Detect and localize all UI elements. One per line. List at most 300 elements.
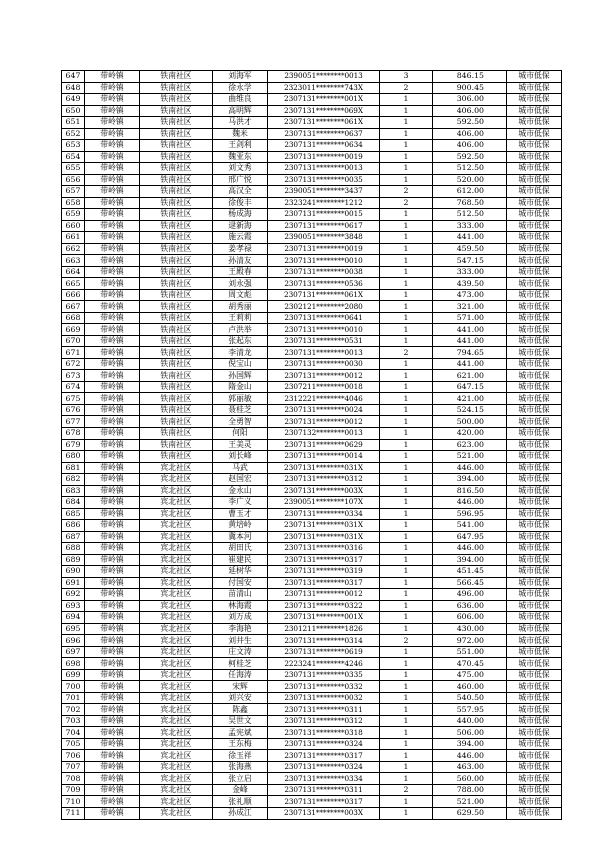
person-name-cell: 胡秀丽 — [213, 301, 268, 313]
relief-type-cell: 城市低保 — [507, 243, 562, 255]
town-cell: 带岭镇 — [85, 439, 140, 451]
person-name-cell: 金峰 — [213, 784, 268, 796]
town-cell: 带岭镇 — [85, 462, 140, 474]
id-number-cell: 2307131********0019 — [268, 151, 380, 163]
table-row — [62, 324, 562, 336]
community-cell: 铁南社区 — [140, 163, 213, 175]
table-row — [62, 462, 562, 474]
table-row — [62, 554, 562, 566]
table-row — [62, 117, 562, 129]
community-cell: 铁南社区 — [140, 370, 213, 382]
person-name-cell: 全勇智 — [213, 416, 268, 428]
person-name-cell: 王殿春 — [213, 266, 268, 278]
id-number-cell: 2307131********0318 — [268, 727, 380, 739]
person-name-cell: 黄培岭 — [213, 520, 268, 532]
amount-cell: 306.00 — [433, 94, 507, 106]
row-number-cell: 676 — [62, 404, 85, 416]
table-row — [62, 750, 562, 762]
relief-type-cell: 城市低保 — [507, 232, 562, 244]
row-number-cell: 670 — [62, 335, 85, 347]
table-row — [62, 335, 562, 347]
row-number-cell: 675 — [62, 393, 85, 405]
person-name-cell: 赵国宏 — [213, 474, 268, 486]
id-number-cell: 2307131********0617 — [268, 220, 380, 232]
town-cell: 带岭镇 — [85, 220, 140, 232]
household-count-cell: 1 — [380, 761, 433, 773]
town-cell: 带岭镇 — [85, 301, 140, 313]
relief-type-cell: 城市低保 — [507, 612, 562, 624]
table-row — [62, 612, 562, 624]
relief-type-cell: 城市低保 — [507, 508, 562, 520]
table-row — [62, 727, 562, 739]
person-name-cell: 崔建民 — [213, 554, 268, 566]
relief-type-cell: 城市低保 — [507, 681, 562, 693]
person-name-cell: 杨成海 — [213, 209, 268, 221]
town-cell: 带岭镇 — [85, 577, 140, 589]
community-cell: 宾北社区 — [140, 600, 213, 612]
amount-cell: 557.95 — [433, 704, 507, 716]
id-number-cell: 2307131********0030 — [268, 358, 380, 370]
row-number-cell: 695 — [62, 623, 85, 635]
relief-type-cell: 城市低保 — [507, 358, 562, 370]
row-number-cell: 688 — [62, 543, 85, 555]
amount-cell: 333.00 — [433, 220, 507, 232]
table-row — [62, 589, 562, 601]
town-cell: 带岭镇 — [85, 485, 140, 497]
household-count-cell: 1 — [380, 370, 433, 382]
town-cell: 带岭镇 — [85, 174, 140, 186]
table-row — [62, 577, 562, 589]
id-number-cell: 2223241********4246 — [268, 658, 380, 670]
relief-type-cell: 城市低保 — [507, 462, 562, 474]
town-cell: 带岭镇 — [85, 324, 140, 336]
row-number-cell: 674 — [62, 381, 85, 393]
person-name-cell: 魏亚东 — [213, 151, 268, 163]
amount-cell: 333.00 — [433, 266, 507, 278]
town-cell: 带岭镇 — [85, 589, 140, 601]
town-cell: 带岭镇 — [85, 358, 140, 370]
community-cell: 宾北社区 — [140, 623, 213, 635]
relief-type-cell: 城市低保 — [507, 589, 562, 601]
community-cell: 宾北社区 — [140, 612, 213, 624]
table-row — [62, 243, 562, 255]
town-cell: 带岭镇 — [85, 71, 140, 83]
id-number-cell: 2307131********0317 — [268, 554, 380, 566]
row-number-cell: 680 — [62, 451, 85, 463]
id-number-cell: 2307131********0013 — [268, 347, 380, 359]
town-cell: 带岭镇 — [85, 266, 140, 278]
id-number-cell: 2307131********0012 — [268, 416, 380, 428]
town-cell: 带岭镇 — [85, 416, 140, 428]
person-name-cell: 张礼顺 — [213, 796, 268, 808]
town-cell: 带岭镇 — [85, 105, 140, 117]
id-number-cell: 2307131********0619 — [268, 646, 380, 658]
community-cell: 铁南社区 — [140, 151, 213, 163]
person-name-cell: 孙国辉 — [213, 370, 268, 382]
person-name-cell: 王剑利 — [213, 140, 268, 152]
id-number-cell: 2302121********2080 — [268, 301, 380, 313]
household-count-cell: 1 — [380, 324, 433, 336]
community-cell: 宾北社区 — [140, 761, 213, 773]
person-name-cell: 孙成江 — [213, 808, 268, 820]
community-cell: 宾北社区 — [140, 462, 213, 474]
row-number-cell: 661 — [62, 232, 85, 244]
id-number-cell: 2307131********0317 — [268, 750, 380, 762]
household-count-cell: 1 — [380, 669, 433, 681]
town-cell: 带岭镇 — [85, 243, 140, 255]
row-number-cell: 700 — [62, 681, 85, 693]
relief-type-cell: 城市低保 — [507, 554, 562, 566]
id-number-cell: 2307131********0032 — [268, 692, 380, 704]
household-count-cell: 1 — [380, 658, 433, 670]
town-cell: 带岭镇 — [85, 784, 140, 796]
household-count-cell: 1 — [380, 612, 433, 624]
household-count-cell: 1 — [380, 266, 433, 278]
id-number-cell: 2307131********0012 — [268, 589, 380, 601]
household-count-cell: 1 — [380, 589, 433, 601]
id-number-cell: 2307131********0319 — [268, 566, 380, 578]
town-cell: 带岭镇 — [85, 612, 140, 624]
id-number-cell: 2307131********0334 — [268, 773, 380, 785]
table-row — [62, 94, 562, 106]
person-name-cell: 吴世文 — [213, 715, 268, 727]
town-cell: 带岭镇 — [85, 370, 140, 382]
household-count-cell: 1 — [380, 600, 433, 612]
person-name-cell: 刘长峰 — [213, 451, 268, 463]
table-row — [62, 531, 562, 543]
row-number-cell: 683 — [62, 485, 85, 497]
person-name-cell: 刘万成 — [213, 612, 268, 624]
relief-type-cell: 城市低保 — [507, 312, 562, 324]
community-cell: 铁南社区 — [140, 439, 213, 451]
person-name-cell: 马洪才 — [213, 117, 268, 129]
id-number-cell: 2307131********0335 — [268, 669, 380, 681]
person-name-cell: 卢洪举 — [213, 324, 268, 336]
town-cell: 带岭镇 — [85, 117, 140, 129]
household-count-cell: 1 — [380, 393, 433, 405]
community-cell: 铁南社区 — [140, 393, 213, 405]
person-name-cell: 逯新海 — [213, 220, 268, 232]
community-cell: 宾北社区 — [140, 738, 213, 750]
amount-cell: 440.00 — [433, 715, 507, 727]
table-row — [62, 197, 562, 209]
person-name-cell: 马武 — [213, 462, 268, 474]
amount-cell: 506.00 — [433, 727, 507, 739]
community-cell: 铁南社区 — [140, 94, 213, 106]
amount-cell: 430.00 — [433, 623, 507, 635]
id-number-cell: 2307131********0637 — [268, 128, 380, 140]
amount-cell: 406.00 — [433, 128, 507, 140]
id-number-cell: 2307131********0322 — [268, 600, 380, 612]
id-number-cell: 2312221********4046 — [268, 393, 380, 405]
town-cell: 带岭镇 — [85, 600, 140, 612]
town-cell: 带岭镇 — [85, 289, 140, 301]
table-row — [62, 784, 562, 796]
town-cell: 带岭镇 — [85, 520, 140, 532]
relief-type-cell: 城市低保 — [507, 658, 562, 670]
relief-type-cell: 城市低保 — [507, 738, 562, 750]
amount-cell: 470.45 — [433, 658, 507, 670]
id-number-cell: 2307131********0013 — [268, 163, 380, 175]
community-cell: 宾北社区 — [140, 784, 213, 796]
amount-cell: 394.00 — [433, 474, 507, 486]
row-number-cell: 699 — [62, 669, 85, 681]
community-cell: 宾北社区 — [140, 635, 213, 647]
household-count-cell: 1 — [380, 715, 433, 727]
person-name-cell: 李广义 — [213, 497, 268, 509]
table-row — [62, 163, 562, 175]
household-count-cell: 1 — [380, 738, 433, 750]
person-name-cell: 张起东 — [213, 335, 268, 347]
person-name-cell: 宋辉 — [213, 681, 268, 693]
table-row — [62, 140, 562, 152]
relief-type-cell: 城市低保 — [507, 209, 562, 221]
amount-cell: 439.50 — [433, 278, 507, 290]
household-count-cell: 1 — [380, 220, 433, 232]
row-number-cell: 708 — [62, 773, 85, 785]
household-count-cell: 1 — [380, 301, 433, 313]
table-row — [62, 404, 562, 416]
amount-cell: 421.00 — [433, 393, 507, 405]
id-number-cell: 2307131********061X — [268, 289, 380, 301]
household-count-cell: 1 — [380, 255, 433, 267]
town-cell: 带岭镇 — [85, 255, 140, 267]
row-number-cell: 681 — [62, 462, 85, 474]
amount-cell: 560.00 — [433, 773, 507, 785]
relief-type-cell: 城市低保 — [507, 174, 562, 186]
relief-type-cell: 城市低保 — [507, 635, 562, 647]
household-count-cell: 1 — [380, 750, 433, 762]
relief-type-cell: 城市低保 — [507, 117, 562, 129]
household-count-cell: 1 — [380, 692, 433, 704]
amount-cell: 406.00 — [433, 140, 507, 152]
amount-cell: 446.00 — [433, 543, 507, 555]
table-row — [62, 704, 562, 716]
community-cell: 铁南社区 — [140, 117, 213, 129]
relief-type-cell: 城市低保 — [507, 255, 562, 267]
person-name-cell: 刘井生 — [213, 635, 268, 647]
community-cell: 宾北社区 — [140, 577, 213, 589]
community-cell: 宾北社区 — [140, 589, 213, 601]
town-cell: 带岭镇 — [85, 681, 140, 693]
household-count-cell: 1 — [380, 312, 433, 324]
table-row — [62, 186, 562, 198]
person-name-cell: 李清龙 — [213, 347, 268, 359]
person-name-cell: 张海燕 — [213, 761, 268, 773]
amount-cell: 524.15 — [433, 404, 507, 416]
person-name-cell: 姜孝禄 — [213, 243, 268, 255]
person-name-cell: 庄文涛 — [213, 646, 268, 658]
person-name-cell: 孙清友 — [213, 255, 268, 267]
id-number-cell: 2307131********0531 — [268, 335, 380, 347]
community-cell: 铁南社区 — [140, 335, 213, 347]
community-cell: 铁南社区 — [140, 71, 213, 83]
id-number-cell: 2390051********107X — [268, 497, 380, 509]
town-cell: 带岭镇 — [85, 773, 140, 785]
id-number-cell: 2307131********0312 — [268, 715, 380, 727]
relief-type-cell: 城市低保 — [507, 600, 562, 612]
community-cell: 宾北社区 — [140, 808, 213, 820]
person-name-cell: 何阳 — [213, 427, 268, 439]
amount-cell: 612.00 — [433, 186, 507, 198]
amount-cell: 394.00 — [433, 738, 507, 750]
household-count-cell: 1 — [380, 462, 433, 474]
town-cell: 带岭镇 — [85, 197, 140, 209]
id-number-cell: 2307131********0316 — [268, 543, 380, 555]
amount-cell: 566.45 — [433, 577, 507, 589]
community-cell: 铁南社区 — [140, 82, 213, 94]
relief-type-cell: 城市低保 — [507, 324, 562, 336]
row-number-cell: 702 — [62, 704, 85, 716]
relief-type-cell: 城市低保 — [507, 197, 562, 209]
id-number-cell: 2307131********0014 — [268, 451, 380, 463]
table-row — [62, 255, 562, 267]
amount-cell: 521.00 — [433, 451, 507, 463]
row-number-cell: 668 — [62, 312, 85, 324]
table-row — [62, 151, 562, 163]
id-number-cell: 2307131********0317 — [268, 796, 380, 808]
table-row — [62, 301, 562, 313]
table-row — [62, 381, 562, 393]
id-number-cell: 2307131********003X — [268, 808, 380, 820]
amount-cell: 475.00 — [433, 669, 507, 681]
person-name-cell: 胡田氏 — [213, 543, 268, 555]
table-row — [62, 808, 562, 820]
id-number-cell: 2307131********0332 — [268, 681, 380, 693]
amount-cell: 623.00 — [433, 439, 507, 451]
town-cell: 带岭镇 — [85, 566, 140, 578]
id-number-cell: 2307131********061X — [268, 117, 380, 129]
person-name-cell: 张立启 — [213, 773, 268, 785]
community-cell: 宾北社区 — [140, 497, 213, 509]
community-cell: 宾北社区 — [140, 531, 213, 543]
amount-cell: 521.00 — [433, 796, 507, 808]
row-number-cell: 696 — [62, 635, 85, 647]
community-cell: 铁南社区 — [140, 301, 213, 313]
relief-type-cell: 城市低保 — [507, 485, 562, 497]
relief-type-cell: 城市低保 — [507, 278, 562, 290]
person-name-cell: 倪宝山 — [213, 358, 268, 370]
id-number-cell: 2307131********0010 — [268, 255, 380, 267]
row-number-cell: 657 — [62, 186, 85, 198]
relief-type-cell: 城市低保 — [507, 427, 562, 439]
id-number-cell: 2323011********743X — [268, 82, 380, 94]
row-number-cell: 652 — [62, 128, 85, 140]
id-number-cell: 2307131********0334 — [268, 508, 380, 520]
community-cell: 铁南社区 — [140, 358, 213, 370]
relief-type-cell: 城市低保 — [507, 715, 562, 727]
amount-cell: 551.00 — [433, 646, 507, 658]
relief-type-cell: 城市低保 — [507, 289, 562, 301]
id-number-cell: 2307131********0015 — [268, 209, 380, 221]
amount-cell: 606.00 — [433, 612, 507, 624]
table-row — [62, 220, 562, 232]
table-row — [62, 715, 562, 727]
community-cell: 铁南社区 — [140, 232, 213, 244]
household-count-cell: 1 — [380, 497, 433, 509]
household-count-cell: 1 — [380, 566, 433, 578]
household-count-cell: 1 — [380, 335, 433, 347]
row-number-cell: 671 — [62, 347, 85, 359]
relief-type-cell: 城市低保 — [507, 543, 562, 555]
amount-cell: 571.00 — [433, 312, 507, 324]
community-cell: 铁南社区 — [140, 381, 213, 393]
row-number-cell: 658 — [62, 197, 85, 209]
person-name-cell: 刘兴安 — [213, 692, 268, 704]
amount-cell: 512.50 — [433, 163, 507, 175]
id-number-cell: 2307131********0317 — [268, 577, 380, 589]
row-number-cell: 678 — [62, 427, 85, 439]
person-name-cell: 李海艳 — [213, 623, 268, 635]
id-number-cell: 2307131********0311 — [268, 784, 380, 796]
row-number-cell: 686 — [62, 520, 85, 532]
community-cell: 铁南社区 — [140, 312, 213, 324]
town-cell: 带岭镇 — [85, 140, 140, 152]
household-count-cell: 1 — [380, 151, 433, 163]
relief-type-cell: 城市低保 — [507, 393, 562, 405]
table-row — [62, 738, 562, 750]
relief-type-cell: 城市低保 — [507, 128, 562, 140]
town-cell: 带岭镇 — [85, 347, 140, 359]
community-cell: 铁南社区 — [140, 174, 213, 186]
relief-type-cell: 城市低保 — [507, 727, 562, 739]
id-number-cell: 2307131********0324 — [268, 761, 380, 773]
table-row — [62, 105, 562, 117]
row-number-cell: 669 — [62, 324, 85, 336]
table-row — [62, 393, 562, 405]
relief-type-cell: 城市低保 — [507, 692, 562, 704]
community-cell: 宾北社区 — [140, 543, 213, 555]
table-row — [62, 658, 562, 670]
person-name-cell: 王东梅 — [213, 738, 268, 750]
community-cell: 宾北社区 — [140, 704, 213, 716]
row-number-cell: 662 — [62, 243, 85, 255]
person-name-cell: 柯桂芝 — [213, 658, 268, 670]
person-name-cell: 周文彪 — [213, 289, 268, 301]
community-cell: 铁南社区 — [140, 209, 213, 221]
community-cell: 宾北社区 — [140, 474, 213, 486]
row-number-cell: 705 — [62, 738, 85, 750]
town-cell: 带岭镇 — [85, 761, 140, 773]
id-number-cell: 2307131********0314 — [268, 635, 380, 647]
row-number-cell: 697 — [62, 646, 85, 658]
id-number-cell: 2323241********1212 — [268, 197, 380, 209]
town-cell: 带岭镇 — [85, 209, 140, 221]
id-number-cell: 2307131********001X — [268, 612, 380, 624]
town-cell: 带岭镇 — [85, 669, 140, 681]
town-cell: 带岭镇 — [85, 186, 140, 198]
person-name-cell: 冀本河 — [213, 531, 268, 543]
household-count-cell: 1 — [380, 808, 433, 820]
relief-type-cell: 城市低保 — [507, 808, 562, 820]
table-row — [62, 358, 562, 370]
table-row — [62, 796, 562, 808]
town-cell: 带岭镇 — [85, 808, 140, 820]
person-name-cell: 魏米 — [213, 128, 268, 140]
id-number-cell: 2307131********0536 — [268, 278, 380, 290]
household-count-cell: 1 — [380, 577, 433, 589]
person-name-cell: 隋金山 — [213, 381, 268, 393]
town-cell: 带岭镇 — [85, 232, 140, 244]
id-number-cell: 2390051********3437 — [268, 186, 380, 198]
table-row — [62, 485, 562, 497]
row-number-cell: 679 — [62, 439, 85, 451]
town-cell: 带岭镇 — [85, 543, 140, 555]
person-name-cell: 施云霞 — [213, 232, 268, 244]
amount-cell: 636.00 — [433, 600, 507, 612]
id-number-cell: 2307131********003X — [268, 485, 380, 497]
table-row — [62, 266, 562, 278]
